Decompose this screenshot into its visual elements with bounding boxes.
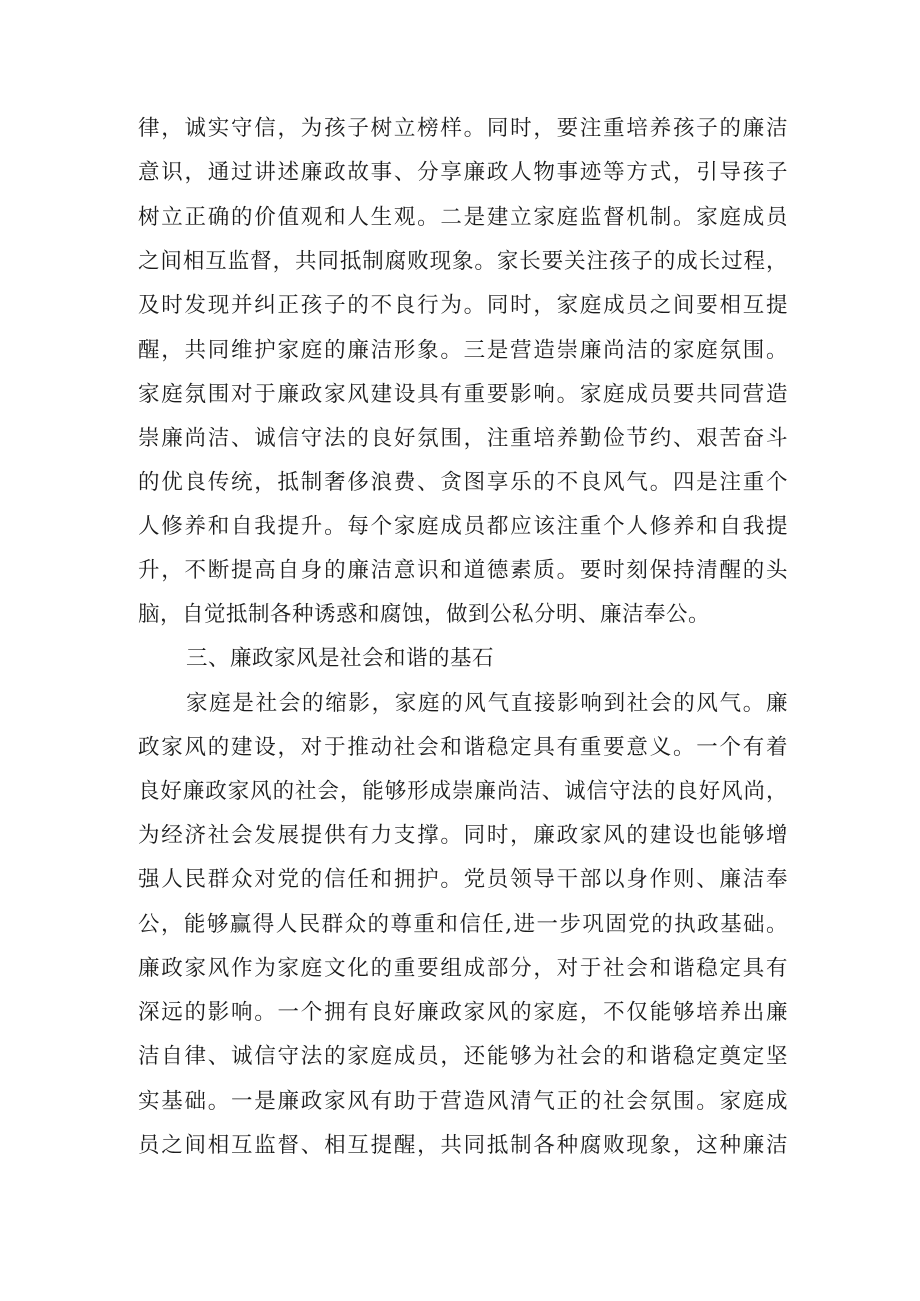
body-text-line: 为经济社会发展提供有力支撑。同时，廉政家风的建设也能够增 (138, 823, 788, 848)
section-heading: 三、廉政家风是社会和谐的基石 (186, 646, 495, 671)
body-text-line: 廉政家风作为家庭文化的重要组成部分，对于社会和谐稳定具有 (138, 956, 788, 981)
body-text-line: 及时发现并纠正孩子的不良行为。同时，家庭成员之间要相互提 (138, 293, 788, 318)
body-text-line: 政家风的建设，对于推动社会和谐稳定具有重要意义。一个有着 (138, 735, 788, 760)
body-text-line: 人修养和自我提升。每个家庭成员都应该注重个人修养和自我提 (138, 514, 788, 539)
body-text-line: 良好廉政家风的社会，能够形成崇廉尚洁、诚信守法的良好风尚， (138, 779, 788, 804)
body-text-line: 家庭氛围对于廉政家风建设具有重要影响。家庭成员要共同营造 (138, 382, 788, 407)
body-text-line: 崇廉尚洁、诚信守法的良好氛围，注重培养勤俭节约、艰苦奋斗 (138, 426, 788, 451)
body-text-line: 之间相互监督，共同抵制腐败现象。家长要关注孩子的成长过程， (138, 249, 788, 274)
body-text-line: 强人民群众对党的信任和拥护。党员领导干部以身作则、廉洁奉 (138, 867, 788, 892)
body-text-line: 醒，共同维护家庭的廉洁形象。三是营造崇廉尚洁的家庭氛围。 (138, 338, 788, 363)
body-text-line: 升，不断提高自身的廉洁意识和道德素质。要时刻保持清醒的头 (138, 558, 788, 583)
body-text-line: 洁自律、诚信守法的家庭成员，还能够为社会的和谐稳定奠定坚 (138, 1044, 788, 1069)
body-text-line: 公，能够赢得人民群众的尊重和信任,进一步巩固党的执政基础。 (138, 912, 788, 937)
body-text-line: 实基础。一是廉政家风有助于营造风清气正的社会氛围。家庭成 (138, 1089, 788, 1114)
body-text-line: 树立正确的价值观和人生观。二是建立家庭监督机制。家庭成员 (138, 205, 788, 230)
body-text-line: 意识，通过讲述廉政故事、分享廉政人物事迹等方式，引导孩子 (138, 160, 788, 185)
body-text-line: 的优良传统，抵制奢侈浪费、贪图享乐的不良风气。四是注重个 (138, 470, 788, 495)
body-text-line: 律，诚实守信，为孩子树立榜样。同时，要注重培养孩子的廉洁 (138, 116, 788, 141)
body-text-line: 脑，自觉抵制各种诱惑和腐蚀，做到公私分明、廉洁奉公。 (138, 602, 711, 627)
body-text-line: 深远的影响。一个拥有良好廉政家风的家庭，不仅能够培养出廉 (138, 1000, 788, 1025)
body-text-line: 员之间相互监督、相互提醒，共同抵制各种腐败现象，这种廉洁 (138, 1133, 788, 1158)
body-text-line: 家庭是社会的缩影，家庭的风气直接影响到社会的风气。廉 (186, 691, 788, 716)
